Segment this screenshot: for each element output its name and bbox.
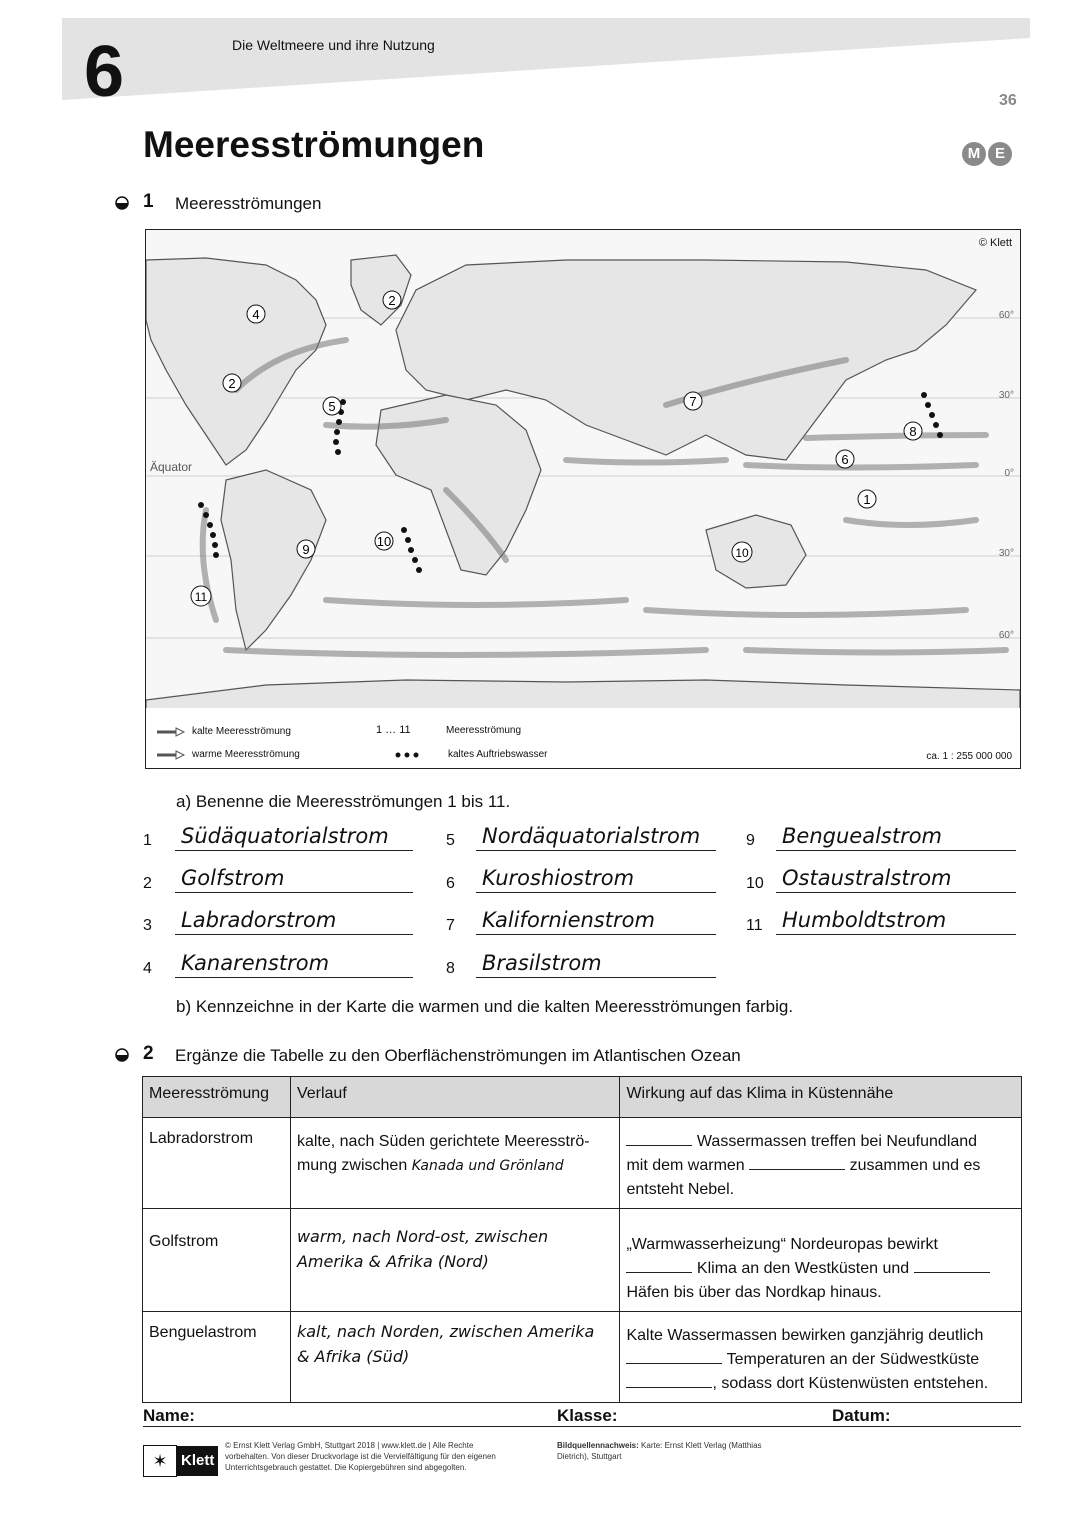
marker-1-label: 1 <box>863 492 871 507</box>
verlauf-benguela-hand2: & Afrika (Süd) <box>296 1347 410 1366</box>
blank-field[interactable] <box>914 1258 990 1273</box>
marker-6-label: 7 <box>689 394 697 409</box>
answer-text-4: Kanarenstrom <box>181 951 330 975</box>
marker-11-label: 11 <box>194 590 208 604</box>
dots-icon <box>394 751 424 759</box>
currents-table <box>142 1076 1022 1403</box>
marker-4-label: 5 <box>328 399 336 414</box>
th-verlauf: Verlauf <box>290 1077 620 1118</box>
credit-label: Bildquellennachweis: <box>557 1441 639 1450</box>
legend-cold-label: kalte Meeresströmung <box>192 726 291 737</box>
answer-line-10[interactable] <box>776 862 1016 893</box>
cell-wirkung-golfstrom[interactable] <box>620 1209 1022 1312</box>
answer-line-5[interactable] <box>476 820 716 851</box>
answer-text-5: Nordäquatorialstrom <box>482 824 701 848</box>
footer-klasse-label: Klasse: <box>557 1406 618 1425</box>
marker-4 <box>323 397 341 415</box>
answer-line-3[interactable] <box>175 904 413 935</box>
marker-3-label: 4 <box>252 307 260 322</box>
legend-dots <box>394 749 548 760</box>
wirkung-golfstrom-1: „Warmwasserheizung“ Nordeuropas bewirkt <box>626 1236 938 1253</box>
warm-arrow-icon <box>156 750 186 760</box>
marker-3 <box>247 305 265 323</box>
equator-label: Äquator <box>150 460 193 474</box>
answer-num-8: 8 <box>446 960 455 977</box>
wirkung-labrador-3: entsteht Nebel. <box>626 1181 735 1198</box>
difficulty-icon-2 <box>115 1048 129 1067</box>
answer-line-2[interactable] <box>175 862 413 893</box>
page-title: Meeresströmungen <box>143 124 485 165</box>
marker-2a <box>383 291 401 309</box>
table-row <box>143 1209 1022 1312</box>
lat-label-30s: 30° <box>998 548 1014 559</box>
answer-line-1[interactable] <box>175 820 413 851</box>
cell-verlauf-benguela[interactable] <box>290 1312 620 1403</box>
task1-number: 1 <box>143 191 154 212</box>
wirkung-benguela-3a: , sodass dort Küstenwüsten entstehen. <box>712 1375 989 1392</box>
marker-6 <box>684 392 702 410</box>
marker-1 <box>858 490 876 508</box>
wirkung-golfstrom-3: Häfen bis über das Nordkap hinaus. <box>626 1284 882 1301</box>
legend-current <box>376 724 521 736</box>
verlauf-benguela-hand1: kalt, nach Norden, zwischen Amerika <box>296 1322 595 1341</box>
table-row <box>143 1118 1022 1209</box>
blank-field[interactable] <box>626 1258 692 1273</box>
task1a-label: a) Benenne die Meeresströmungen 1 bis 11. <box>176 792 511 811</box>
level-badges <box>962 142 1012 166</box>
wirkung-labrador-2a: mit dem warmen <box>626 1157 745 1174</box>
answer-text-8: Brasilstrom <box>482 951 602 975</box>
credit-text: Karte: Ernst Klett Verlag (Matthias <box>641 1441 762 1450</box>
footer-copyright <box>225 1440 555 1473</box>
cell-verlauf-golfstrom[interactable] <box>290 1209 620 1312</box>
cold-arrow-icon <box>156 727 186 737</box>
task2-number: 2 <box>143 1043 154 1064</box>
lat-label-60s: 60° <box>998 630 1014 641</box>
klett-logo <box>143 1445 218 1477</box>
table-header-row <box>143 1077 1022 1118</box>
verlauf-labrador-hand: Kanada und Grönland <box>411 1158 564 1174</box>
map-copyright: © Klett <box>978 237 1012 249</box>
answer-text-2: Golfstrom <box>181 866 285 890</box>
footer-credit <box>557 1440 857 1462</box>
credit-text-2: Dietrich), Stuttgart <box>557 1452 622 1461</box>
marker-7 <box>904 422 922 440</box>
verlauf-labrador-printed2: mung zwischen <box>296 1157 408 1174</box>
marker-8-label: 9 <box>302 542 310 557</box>
answer-text-7: Kalifornienstrom <box>482 908 655 932</box>
answer-line-7[interactable] <box>476 904 716 935</box>
cell-name-labrador: Labradorstrom <box>143 1118 291 1209</box>
klett-logo-text: Klett <box>177 1446 218 1476</box>
answer-text-6: Kuroshiostrom <box>482 866 635 890</box>
answer-num-9: 9 <box>746 832 755 849</box>
chapter-number: 6 <box>84 32 125 112</box>
marker-11 <box>191 586 211 606</box>
lat-label-30n: 30° <box>998 390 1014 401</box>
wirkung-golfstrom-2a: Klima an den Westküsten und <box>696 1260 910 1277</box>
world-map <box>145 229 1021 769</box>
wirkung-benguela-2a: Temperaturen an der Südwestküste <box>726 1351 980 1368</box>
marker-8 <box>297 540 315 558</box>
map-scale: ca. 1 : 255 000 000 <box>926 751 1012 762</box>
answer-line-6[interactable] <box>476 862 716 893</box>
answer-line-9[interactable] <box>776 820 1016 851</box>
marker-7-label: 8 <box>909 424 917 439</box>
marker-10-label: 10 <box>735 546 749 560</box>
blank-field[interactable] <box>626 1373 712 1388</box>
difficulty-icon <box>115 196 129 215</box>
answer-text-3: Labradorstrom <box>181 908 337 932</box>
answer-num-10: 10 <box>746 875 764 892</box>
table-row <box>143 1312 1022 1403</box>
cell-verlauf-labrador[interactable] <box>290 1118 620 1209</box>
badge-m: M <box>962 142 986 166</box>
task1b-label: b) Kennzeichne in der Karte die warmen und die kalten Meeresströmungen farbig. <box>176 997 794 1016</box>
answer-text-1: Südäquatorialstrom <box>181 824 389 848</box>
task1-title: Meeresströmungen <box>175 194 322 213</box>
answer-num-1: 1 <box>143 832 152 849</box>
marker-2b <box>223 374 241 392</box>
marker-9 <box>375 532 393 550</box>
task2-title: Ergänze die Tabelle zu den Oberflächenströmungen im Atlantischen Ozean <box>175 1046 741 1065</box>
answer-text-10: Ostaustralstrom <box>782 866 952 890</box>
copyright-line-2: vorbehalten. Von dieser Druckvorlage ist die Vervielfältigung für den eigenen <box>225 1452 496 1461</box>
verlauf-golfstrom-hand2: Amerika & Afrika (Nord) <box>296 1252 489 1271</box>
marker-5 <box>836 450 854 468</box>
klett-logo-mark: ✶ <box>143 1445 177 1477</box>
th-meeresstroemung: Meeresströmung <box>143 1077 291 1118</box>
lat-label-0: 0° <box>1004 468 1014 479</box>
th-wirkung: Wirkung auf das Klima in Küstennähe <box>620 1077 1022 1118</box>
legend-warm-label: warme Meeresströmung <box>192 749 300 760</box>
cell-name-benguela: Benguelastrom <box>143 1312 291 1403</box>
answer-line-11[interactable] <box>776 904 1016 935</box>
legend-cold <box>156 726 291 737</box>
answer-line-8[interactable] <box>476 947 716 978</box>
marker-10 <box>732 542 752 562</box>
footer-line[interactable] <box>143 1426 1021 1427</box>
marker-9-label: 10 <box>376 534 392 549</box>
page-number: 36 <box>999 92 1017 109</box>
marker-2b-label: 2 <box>228 376 236 391</box>
answer-num-5: 5 <box>446 832 455 849</box>
chapter-title: Die Weltmeere und ihre Nutzung <box>232 37 435 53</box>
answer-text-9: Benguealstrom <box>782 824 943 848</box>
marker-2a-label: 2 <box>388 293 396 308</box>
answer-num-4: 4 <box>143 960 152 977</box>
map-graphic <box>146 230 1020 768</box>
blank-field[interactable] <box>626 1349 722 1364</box>
wirkung-labrador-2b: zusammen und es <box>849 1157 981 1174</box>
legend-number-range: 1 … 11 <box>376 724 411 736</box>
answer-num-7: 7 <box>446 917 455 934</box>
header-band-shape <box>62 18 1030 100</box>
cell-name-golfstrom: Golfstrom <box>143 1209 291 1312</box>
answer-num-2: 2 <box>143 875 152 892</box>
footer-datum-label: Datum: <box>832 1406 891 1425</box>
copyright-line-3: Unterrichtsgebrauch gestattet. Die Kopiergebühren sind abgegolten. <box>225 1463 467 1472</box>
answer-num-6: 6 <box>446 875 455 892</box>
legend-dots-label: kaltes Auftriebswasser <box>448 749 548 760</box>
answer-num-3: 3 <box>143 917 152 934</box>
blank-field[interactable] <box>626 1131 692 1146</box>
blank-field[interactable] <box>749 1155 845 1170</box>
footer-name-label: Name: <box>143 1406 195 1425</box>
legend-current-label: Meeresströmung <box>446 724 522 736</box>
answer-text-11: Humboldtstrom <box>782 908 947 932</box>
wirkung-benguela-1: Kalte Wassermassen bewirken ganzjährig deutlich <box>626 1327 984 1344</box>
copyright-line-1: © Ernst Klett Verlag GmbH, Stuttgart 2018 | www.klett.de | Alle Rechte <box>225 1441 474 1450</box>
cell-wirkung-benguela[interactable] <box>620 1312 1022 1403</box>
wirkung-labrador-1: Wassermassen treffen bei Neufundland <box>696 1133 978 1150</box>
lat-label-60n: 60° <box>998 310 1014 321</box>
legend-warm <box>156 749 300 760</box>
verlauf-labrador-printed: kalte, nach Süden gerichtete Meeresströ- <box>296 1133 590 1150</box>
answer-line-4[interactable] <box>175 947 413 978</box>
marker-5-label: 6 <box>841 452 849 467</box>
answer-num-11: 11 <box>746 917 763 934</box>
header-band <box>62 18 1030 100</box>
badge-e: E <box>988 142 1012 166</box>
cell-wirkung-labrador[interactable] <box>620 1118 1022 1209</box>
verlauf-golfstrom-hand1: warm, nach Nord-ost, zwischen <box>296 1227 549 1246</box>
